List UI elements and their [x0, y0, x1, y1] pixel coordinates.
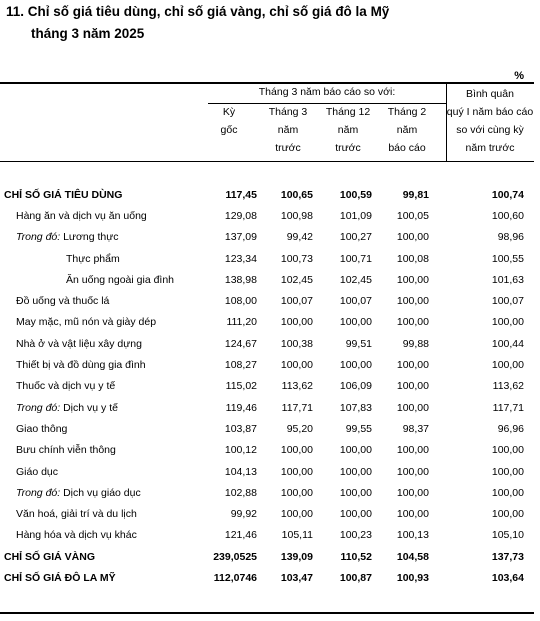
value-cell: 101,09: [339, 209, 372, 222]
value-cell: 100,00: [396, 316, 429, 329]
row-label: CHỈ SỐ GIÁ ĐÔ LA MỸ: [4, 571, 116, 584]
row-label-cell: [0, 525, 204, 546]
row-label-cell: [0, 205, 204, 226]
value-cell: 100,00: [396, 444, 429, 457]
value-cell: 123,34: [224, 252, 257, 265]
value-cell: 100,00: [396, 273, 429, 286]
value-cell: 139,09: [280, 550, 313, 563]
table-row: [0, 205, 534, 226]
value-cell: 100,07: [339, 295, 372, 308]
row-label: Dịch vụ giáo dục: [63, 486, 141, 499]
row-prefix: Trong đó:: [16, 401, 61, 414]
value-cell: 100,23: [339, 529, 372, 542]
row-label-cell: [0, 333, 204, 354]
table-row: [0, 184, 534, 205]
unit-label: %: [514, 70, 524, 82]
value-cell: 121,46: [224, 529, 257, 542]
value-cell: 100,00: [339, 465, 372, 478]
table-row: [0, 525, 534, 546]
value-cell: 100,00: [396, 295, 429, 308]
value-cell: 100,00: [339, 359, 372, 372]
value-cell: 100,87: [339, 571, 372, 584]
value-cell: 100,00: [339, 444, 372, 457]
row-label: Văn hoá, giải trí và du lịch: [16, 508, 137, 521]
row-label-cell: [0, 418, 204, 439]
row-label: Bưu chính viễn thông: [16, 444, 116, 457]
value-cell: 100,08: [396, 252, 429, 265]
table-row: [0, 461, 534, 482]
table-row: [0, 248, 534, 269]
table-title: 11. Chỉ số giá tiêu dùng, chỉ số giá vàng, chỉ số giá đô la Mỹ: [6, 4, 390, 19]
value-cell: 115,02: [225, 380, 257, 393]
value-cell: 100,98: [280, 209, 313, 222]
value-cell: 99,81: [402, 188, 429, 201]
table-row: [0, 312, 534, 333]
value-cell: 100,07: [280, 295, 313, 308]
value-cell: 100,07: [491, 295, 524, 308]
table-row: [0, 227, 534, 248]
value-cell: 99,92: [230, 508, 257, 521]
row-label-cell: [0, 376, 204, 397]
row-label: Nhà ở và vật liệu xây dựng: [16, 337, 142, 350]
row-label-cell: [0, 312, 204, 333]
value-cell: 100,00: [280, 486, 313, 499]
value-cell: 100,60: [491, 209, 524, 222]
value-cell: 106,09: [339, 380, 372, 393]
value-cell: 112,0746: [213, 571, 257, 584]
value-cell: 99,88: [402, 337, 429, 350]
value-cell: 102,45: [339, 273, 372, 286]
row-label-cell: [0, 269, 204, 290]
value-cell: 100,27: [339, 231, 372, 244]
value-cell: 100,44: [491, 337, 524, 350]
col-header-dec-last-year: Tháng 12 năm trước: [325, 106, 371, 154]
value-cell: 100,73: [280, 252, 313, 265]
value-cell: 100,00: [396, 359, 429, 372]
bottom-rule: [0, 612, 534, 614]
row-label: Dịch vụ y tế: [63, 401, 118, 414]
value-cell: 124,67: [224, 337, 257, 350]
value-cell: 99,55: [345, 422, 372, 435]
row-label: Thuốc và dịch vụ y tế: [16, 380, 116, 393]
row-label-cell: [0, 567, 204, 588]
value-cell: 100,00: [491, 486, 524, 499]
row-label-cell: [0, 503, 204, 524]
value-cell: 111,20: [226, 316, 257, 329]
table-row: [0, 440, 534, 461]
value-cell: 103,64: [491, 571, 524, 584]
value-cell: 117,71: [281, 401, 313, 414]
value-cell: 100,00: [339, 316, 372, 329]
col-header-same-month-last-year: Tháng 3 năm trước: [268, 106, 308, 154]
col-header-prev-month: Tháng 2 năm báo cáo: [387, 106, 427, 154]
table-row: [0, 482, 534, 503]
value-cell: 104,58: [396, 550, 429, 563]
value-cell: 137,73: [491, 550, 524, 563]
row-label: CHỈ SỐ GIÁ TIÊU DÙNG: [4, 188, 123, 201]
value-cell: 113,62: [281, 380, 313, 393]
value-cell: 100,12: [224, 444, 257, 457]
row-label: Thực phẩm: [66, 252, 120, 265]
table-row: [0, 546, 534, 567]
value-cell: 100,00: [280, 444, 313, 457]
row-prefix: Trong đó:: [16, 486, 61, 499]
value-cell: 96,96: [497, 422, 524, 435]
row-prefix: Trong đó:: [16, 231, 61, 244]
value-cell: 100,00: [396, 380, 429, 393]
row-label: Đồ uống và thuốc lá: [16, 295, 110, 308]
row-label: Thiết bị và đồ dùng gia đình: [16, 359, 146, 372]
value-cell: 100,00: [280, 465, 313, 478]
row-label-cell: [0, 482, 204, 503]
row-label-cell: [0, 227, 204, 248]
value-cell: 100,00: [339, 508, 372, 521]
value-cell: 100,00: [491, 316, 524, 329]
value-cell: 117,45: [225, 188, 257, 201]
value-cell: 100,00: [491, 359, 524, 372]
row-label: Lương thực: [63, 231, 119, 244]
value-cell: 95,20: [286, 422, 313, 435]
value-cell: 100,93: [396, 571, 429, 584]
value-cell: 113,62: [492, 380, 524, 393]
table-row: [0, 354, 534, 375]
value-cell: 104,13: [224, 465, 257, 478]
table-row: [0, 269, 534, 290]
value-cell: 100,38: [280, 337, 313, 350]
value-cell: 101,63: [491, 273, 524, 286]
value-cell: 100,00: [280, 359, 313, 372]
value-cell: 108,00: [224, 295, 257, 308]
value-cell: 105,10: [491, 529, 524, 542]
value-cell: 100,00: [280, 508, 313, 521]
value-cell: 100,59: [339, 188, 372, 201]
comparison-span-header: Tháng 3 năm báo cáo so với:: [208, 83, 446, 104]
value-cell: 100,00: [491, 465, 524, 478]
row-label: Giáo dục: [16, 465, 59, 478]
value-cell: 100,65: [280, 188, 313, 201]
value-cell: 103,47: [280, 571, 313, 584]
table-row: [0, 376, 534, 397]
row-label: Giao thông: [16, 422, 68, 435]
value-cell: 100,00: [396, 508, 429, 521]
row-label-cell: [0, 184, 204, 205]
value-cell: 110,52: [340, 550, 372, 563]
value-cell: 129,08: [224, 209, 257, 222]
row-label-cell: [0, 248, 204, 269]
value-cell: 100,00: [396, 231, 429, 244]
value-cell: 98,37: [402, 422, 429, 435]
value-cell: 102,45: [280, 273, 313, 286]
col-header-quarter-average: Bình quân quý I năm báo cáo so với cùng kỳ năm trước: [446, 88, 534, 154]
value-cell: 239,0525: [213, 550, 257, 563]
row-label: CHỈ SỐ GIÁ VÀNG: [4, 550, 96, 563]
value-cell: 100,00: [339, 486, 372, 499]
value-cell: 108,27: [224, 359, 257, 372]
row-label-cell: [0, 546, 204, 567]
value-cell: 100,00: [491, 508, 524, 521]
value-cell: 117,71: [492, 401, 524, 414]
value-cell: 100,00: [396, 486, 429, 499]
header-rule: [0, 161, 534, 162]
col-header-base: Kỳ gốc: [220, 106, 238, 136]
value-cell: 137,09: [224, 231, 257, 244]
row-label-cell: [0, 461, 204, 482]
value-cell: 100,05: [396, 209, 429, 222]
value-cell: 99,42: [286, 231, 313, 244]
value-cell: 103,87: [224, 422, 257, 435]
table-row: [0, 333, 534, 354]
row-label-cell: [0, 397, 204, 418]
row-label-cell: [0, 354, 204, 375]
value-cell: 119,46: [225, 401, 257, 414]
row-label: Hàng hóa và dịch vụ khác: [16, 529, 137, 542]
table-subtitle: tháng 3 năm 2025: [31, 26, 145, 41]
value-cell: 102,88: [224, 486, 257, 499]
value-cell: 107,83: [339, 401, 372, 414]
table-row: [0, 503, 534, 524]
row-label: Ăn uống ngoài gia đình: [66, 273, 175, 286]
value-cell: 99,51: [345, 337, 372, 350]
row-label: Hàng ăn và dịch vụ ăn uống: [16, 209, 147, 222]
table-row: [0, 567, 534, 588]
row-label: May mặc, mũ nón và giày dép: [16, 316, 157, 329]
value-cell: 105,11: [281, 529, 313, 542]
table-row: [0, 397, 534, 418]
price-index-table: [0, 184, 534, 589]
value-cell: 100,13: [396, 529, 429, 542]
value-cell: 100,00: [491, 444, 524, 457]
value-cell: 100,74: [491, 188, 524, 201]
row-label-cell: [0, 440, 204, 461]
row-label-cell: [0, 290, 204, 311]
table-row: [0, 418, 534, 439]
value-cell: 100,55: [491, 252, 524, 265]
value-cell: 100,00: [396, 401, 429, 414]
value-cell: 98,96: [497, 231, 524, 244]
table-row: [0, 290, 534, 311]
value-cell: 100,71: [339, 252, 372, 265]
value-cell: 100,00: [396, 465, 429, 478]
value-cell: 138,98: [224, 273, 257, 286]
value-cell: 100,00: [280, 316, 313, 329]
